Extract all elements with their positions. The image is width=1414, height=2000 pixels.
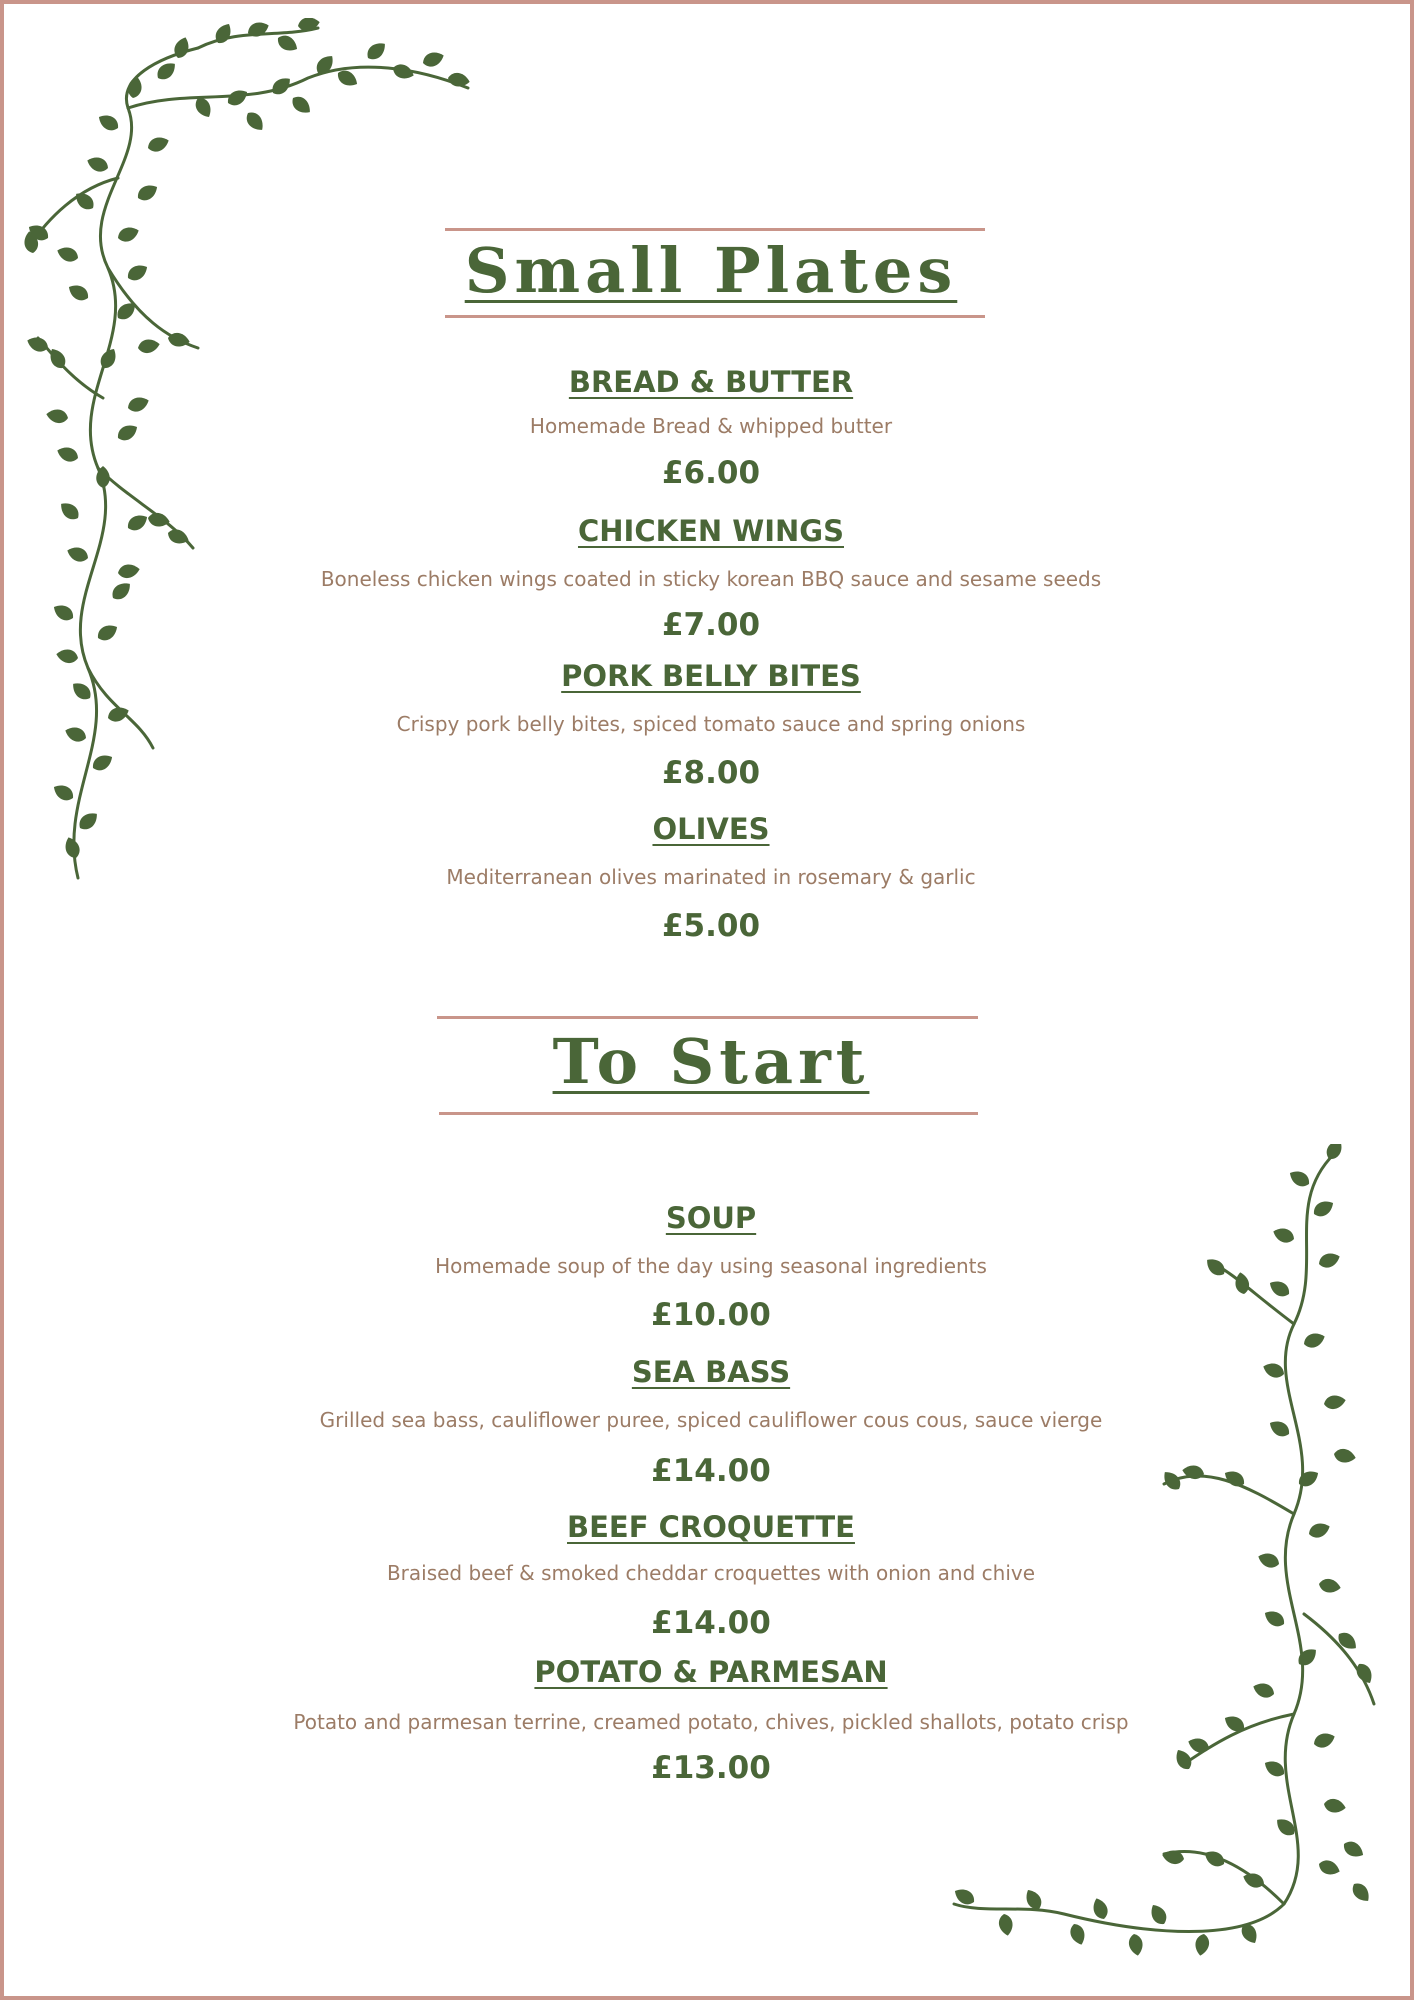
menu-item-name: OLIVES [652, 812, 770, 846]
menu-item-description: Potato and parmesan terrine, creamed potato, chives, pickled shallots, potato crisp [293, 1710, 1129, 1734]
menu-item-price: £13.00 [651, 1750, 771, 1786]
menu-item-description: Homemade soup of the day using seasonal ingredients [435, 1254, 987, 1278]
menu-item-price: £7.00 [661, 607, 761, 643]
menu-item-name: PORK BELLY BITES [561, 659, 861, 693]
menu-item-name: CHICKEN WINGS [577, 514, 844, 548]
menu-item-price: £14.00 [651, 1453, 771, 1489]
section-heading-small-plates: Small Plates [464, 234, 958, 307]
menu-item-description: Mediterranean olives marinated in rosemary & garlic [446, 865, 976, 889]
section-heading-to-start: To Start [552, 1025, 870, 1098]
menu-item-description: Crispy pork belly bites, spiced tomato sauce and spring onions [396, 712, 1026, 736]
section-rule-bottom [445, 315, 985, 318]
menu-item-price: £10.00 [651, 1297, 771, 1333]
menu-item-price: £5.00 [661, 908, 761, 944]
section-rule-bottom [439, 1112, 978, 1115]
menu-item-description: Homemade Bread & whipped butter [529, 414, 893, 438]
menu-item-name: BREAD & BUTTER [568, 365, 854, 399]
menu-item-description: Grilled sea bass, cauliflower puree, spiced cauliflower cous cous, sauce vierge [319, 1408, 1103, 1432]
menu-item-description: Braised beef & smoked cheddar croquettes with onion and chive [386, 1561, 1036, 1585]
menu-item-name: BEEF CROQUETTE [567, 1510, 855, 1544]
menu-item-name: POTATO & PARMESAN [534, 1655, 888, 1689]
section-rule-top [445, 228, 985, 231]
menu-item-price: £6.00 [661, 455, 761, 491]
menu-item-name: SOUP [665, 1201, 757, 1235]
menu-item-description: Boneless chicken wings coated in sticky korean BBQ sauce and sesame seeds [320, 567, 1102, 591]
menu-item-price: £8.00 [661, 755, 761, 791]
menu-item-name: SEA BASS [631, 1355, 791, 1389]
section-rule-top [437, 1016, 978, 1019]
menu-item-price: £14.00 [651, 1605, 771, 1641]
